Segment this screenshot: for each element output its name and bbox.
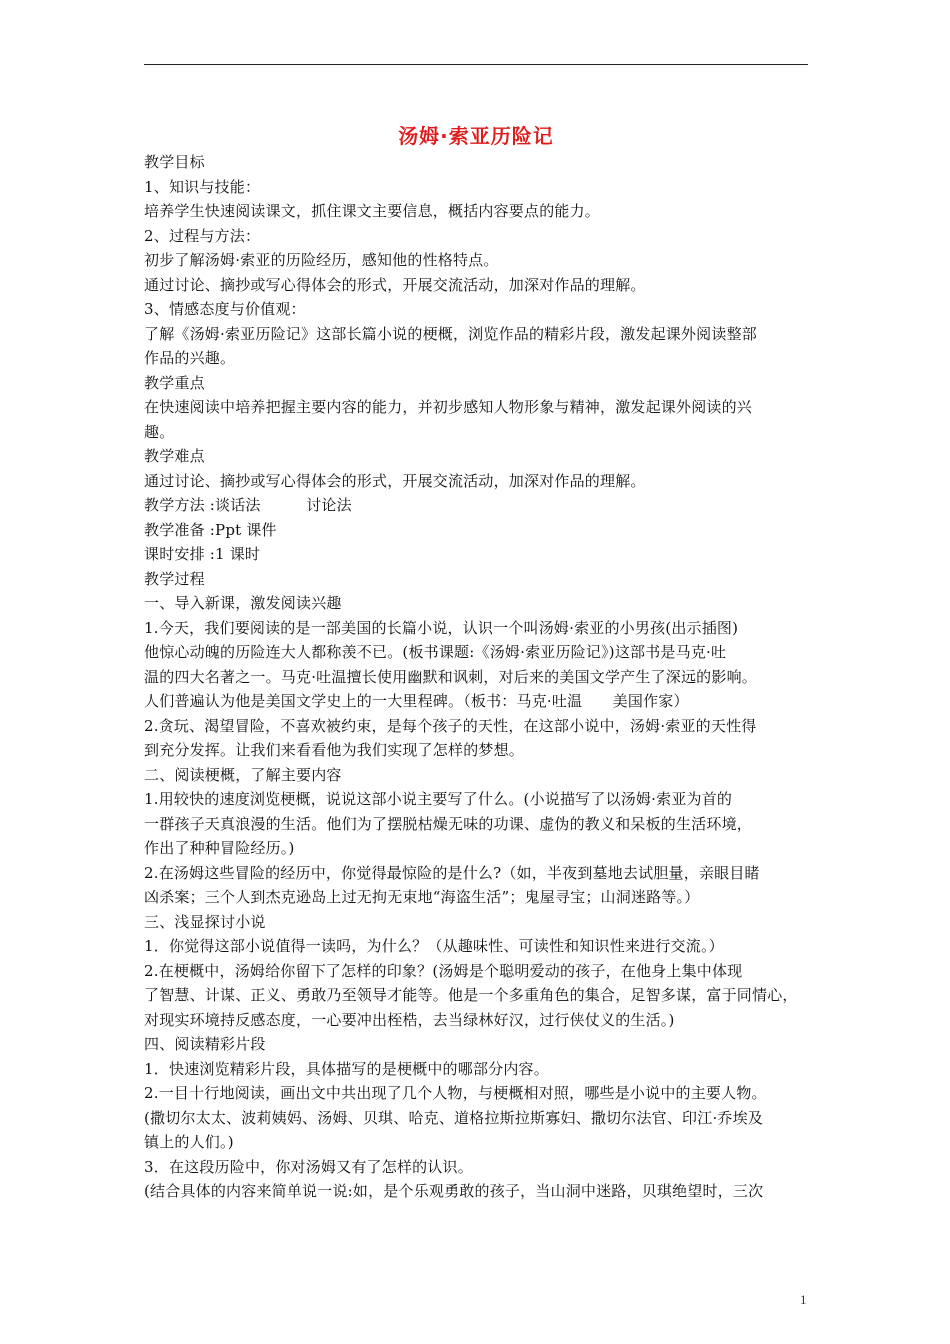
header-rule — [144, 64, 808, 65]
text-line: 初步了解汤姆·索亚的历险经历，感知他的性格特点。 — [144, 251, 499, 269]
text-line: 2.在梗概中，汤姆给你留下了怎样的印象？(汤姆是个聪明爱动的孩子，在他身上集中体现 — [144, 961, 743, 980]
text-line: (撒切尔太太、波莉姨妈、汤姆、贝琪、哈克、道格拉斯拉斯寡妇、撒切尔法官、印江·乔埃及 — [144, 1108, 764, 1127]
text-line: 1.今天，我们要阅读的是一部美国的长篇小说，认识一个叫汤姆·索亚的小男孩(出示插图) — [144, 618, 739, 637]
document-title: 汤姆·索亚历险记 — [398, 124, 554, 148]
text-line: 一群孩子天真浪漫的生活。他们为了摆脱枯燥无味的功课、虚伪的教义和呆板的生活环境， — [144, 814, 753, 833]
text-line: 三、浅显探讨小说 — [144, 912, 266, 931]
text-line: 人们普遍认为他是美国文学史上的一大里程碑。（板书：马克·吐温 美国作家） — [144, 692, 689, 710]
text-line: 温的四大名著之一。马克·吐温擅长使用幽默和讽刺，对后来的美国文学产生了深远的影响。 — [144, 667, 757, 686]
text-line: 通过讨论、摘抄或写心得体会的形式，开展交流活动，加深对作品的理解。 — [144, 471, 646, 490]
text-line: 他惊心动魄的历险连大人都称羡不已。(板书课题:《汤姆·索亚历险记》)这部书是马克·吐 — [144, 643, 727, 661]
document-body — [144, 150, 812, 1204]
text-line: 教学目标 — [144, 153, 205, 171]
text-line: 2、过程与方法： — [144, 226, 261, 245]
text-line: 1．快速浏览精彩片段，具体描写的是梗概中的哪部分内容。 — [144, 1059, 549, 1078]
text-line: 一、导入新课，激发阅读兴趣 — [144, 594, 342, 612]
text-line: 培养学生快速阅读课文，抓住课文主要信息，概括内容要点的能力。 — [144, 202, 601, 220]
text-line: 1.用较快的速度浏览梗概，说说这部小说主要写了什么。(小说描写了以汤姆·索亚为首的 — [144, 790, 733, 808]
text-line: 2.在汤姆这些冒险的经历中，你觉得最惊险的是什么?（如，半夜到墓地去试胆量，亲眼目睹 — [144, 863, 760, 882]
text-line: 凶杀案；三个人到杰克逊岛上过无拘无束地“海盗生活”；鬼屋寻宝；山洞迷路等。） — [144, 888, 700, 906]
text-line: 2.一目十行地阅读，画出文中共出现了几个人物，与梗概相对照，哪些是小说中的主要人物。 — [144, 1084, 767, 1102]
text-line: 镇上的人们。) — [144, 1133, 234, 1151]
text-line: 3．在这段历险中，你对汤姆又有了怎样的认识。 — [144, 1157, 473, 1176]
text-line: 四、阅读精彩片段 — [144, 1035, 266, 1053]
page-number: 1 — [800, 1292, 807, 1307]
text-line: 教学过程 — [144, 569, 205, 588]
text-line: 1、知识与技能： — [144, 177, 261, 196]
text-line: 2.贪玩、渴望冒险，不喜欢被约束，是每个孩子的天性，在这部小说中，汤姆·索亚的天性得 — [144, 716, 757, 735]
text-line: 教学难点 — [144, 447, 205, 465]
text-line: 了解《汤姆·索亚历险记》这部长篇小说的梗概，浏览作品的精彩片段，激发起课外阅读整部 — [144, 324, 757, 343]
text-line: 二、阅读梗概，了解主要内容 — [144, 765, 342, 784]
text-line: 1．你觉得这部小说值得一读吗，为什么？（从趣味性、可读性和知识性来进行交流。） — [144, 937, 724, 955]
text-line: (结合具体的内容来简单说一说:如，是个乐观勇敢的孩子，当山洞中迷路，贝琪绝望时，三次 — [144, 1182, 764, 1200]
text-line: 了智慧、计谋、正义、勇敢乃至领导才能等。他是一个多重角色的集合，足智多谋，富于同情心， — [144, 986, 798, 1004]
text-line: 到充分发挥。让我们来看看他为我们实现了怎样的梦想。 — [144, 741, 525, 759]
text-line: 在快速阅读中培养把握主要内容的能力，并初步感知人物形象与精神，激发起课外阅读的兴 — [144, 398, 753, 416]
text-line: 教学方法 :谈话法 讨论法 — [144, 496, 352, 514]
text-line: 教学准备 :Ppt 课件 — [144, 520, 277, 539]
text-line: 通过讨论、摘抄或写心得体会的形式，开展交流活动，加深对作品的理解。 — [144, 275, 646, 294]
text-line: 作品的兴趣。 — [144, 349, 236, 367]
text-line: 课时安排 :1 课时 — [144, 545, 261, 563]
text-line: 对现实环境持反感态度，一心要冲出桎梏，去当绿林好汉，过行侠仗义的生活。) — [144, 1010, 675, 1029]
text-line: 3、情感态度与价值观： — [144, 300, 306, 318]
text-line: 作出了种种冒险经历。) — [144, 839, 295, 857]
text-line: 趣。 — [144, 422, 175, 441]
text-line: 教学重点 — [144, 373, 205, 392]
